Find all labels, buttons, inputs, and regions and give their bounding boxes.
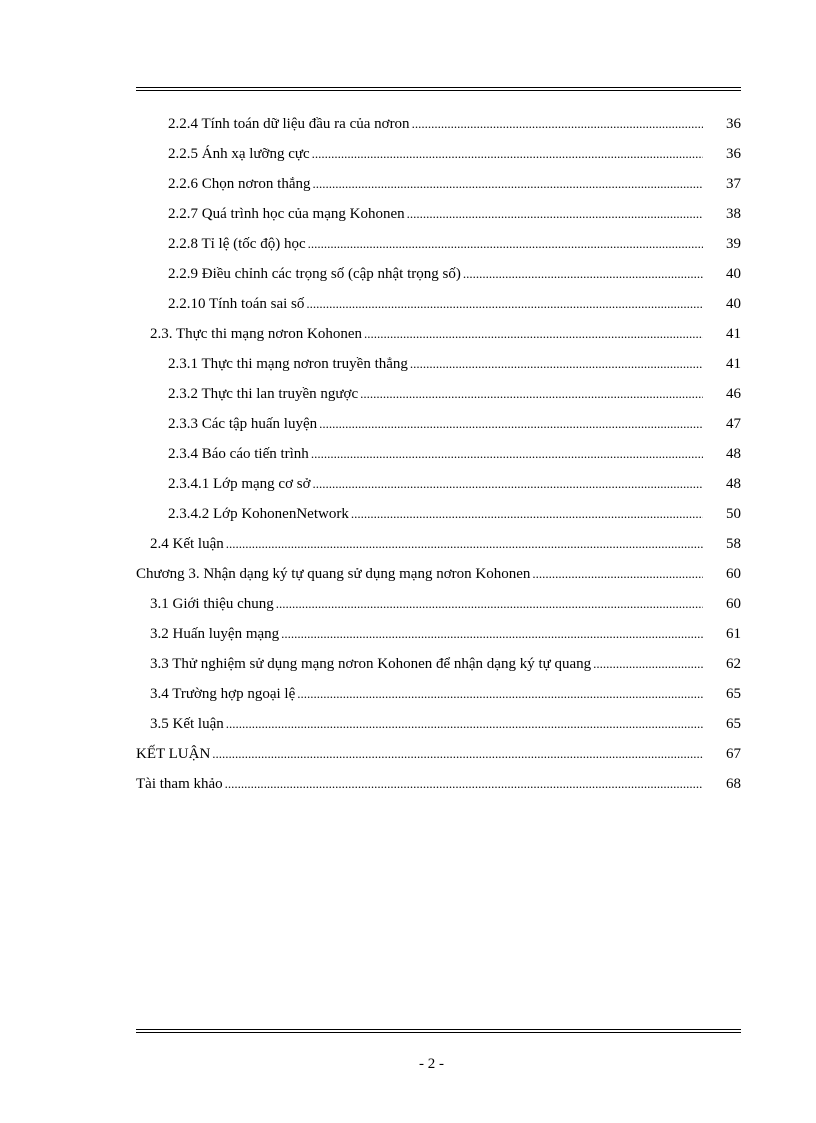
- toc-entry-label: 2.4 Kết luận: [150, 536, 224, 552]
- toc-entry-page: 36: [726, 146, 741, 162]
- toc-entry: [136, 319, 741, 349]
- toc-entry: [136, 439, 741, 469]
- page-number: - 2 -: [419, 1056, 444, 1072]
- toc-entry: [136, 589, 741, 619]
- toc-entry-page: 41: [726, 326, 741, 342]
- toc-leader-dots: [226, 709, 703, 739]
- toc-leader-dots: [407, 199, 703, 229]
- toc-entry-page: 62: [726, 656, 741, 672]
- toc-entry-page: 50: [726, 506, 741, 522]
- toc-entry: [136, 739, 741, 769]
- toc-leader-dots: [297, 679, 703, 709]
- toc-entry: [136, 649, 741, 679]
- toc-leader-dots: [226, 529, 703, 559]
- toc-entry-page: 40: [726, 266, 741, 282]
- toc-entry: [136, 109, 741, 139]
- toc-entry-label: 2.2.7 Quá trình học của mạng Kohonen: [168, 206, 405, 222]
- toc-entry-label: 3.5 Kết luận: [150, 716, 224, 732]
- toc-entry-label: 2.2.4 Tính toán dữ liệu đầu ra của nơron: [168, 116, 410, 132]
- toc-entry-label: 2.3.1 Thực thi mạng nơron truyền thẳng: [168, 356, 408, 372]
- toc-entry-label: 3.2 Huấn luyện mạng: [150, 626, 280, 642]
- toc-entry-page: 39: [726, 236, 741, 252]
- toc-entry-label: 3.3 Thử nghiệm sử dụng mạng nơron Kohonen để nhận dạng ký tự quang: [150, 656, 592, 672]
- toc-entry: [136, 349, 741, 379]
- toc-entry: [136, 259, 741, 289]
- toc-entry-page: 60: [726, 596, 741, 612]
- toc-entry-page: 48: [726, 446, 741, 462]
- toc-leader-dots: [360, 379, 703, 409]
- footer-rule: [136, 1029, 741, 1033]
- table-of-contents: [136, 109, 741, 799]
- toc-leader-dots: [364, 319, 703, 349]
- toc-leader-dots: [276, 589, 703, 619]
- toc-entry-page: 40: [726, 296, 741, 312]
- toc-entry-page: 68: [726, 776, 741, 792]
- toc-entry: [136, 139, 741, 169]
- toc-entry-page: 47: [726, 416, 741, 432]
- toc-leader-dots: [319, 409, 703, 439]
- toc-leader-dots: [281, 619, 703, 649]
- toc-entry-label: Chương 3. Nhận dạng ký tự quang sử dụng mạng nơron Kohonen: [136, 566, 531, 582]
- toc-entry: [136, 559, 741, 589]
- toc-entry-label: 3.1 Giới thiệu chung: [150, 596, 274, 612]
- toc-leader-dots: [532, 559, 703, 589]
- toc-entry: [136, 409, 741, 439]
- toc-entry: [136, 619, 741, 649]
- toc-entry: [136, 769, 741, 799]
- toc-entry-label: 2.2.6 Chọn nơron thắng: [168, 176, 311, 192]
- toc-entry-label: 2.2.5 Ánh xạ lưỡng cực: [168, 146, 310, 162]
- toc-entry: [136, 199, 741, 229]
- toc-entry-page: 65: [726, 686, 741, 702]
- toc-entry-label: 2.2.8 Tỉ lệ (tốc độ) học: [168, 236, 306, 252]
- toc-leader-dots: [410, 349, 703, 379]
- toc-entry: [136, 469, 741, 499]
- toc-leader-dots: [593, 649, 703, 679]
- toc-entry-label: 2.3. Thực thi mạng nơron Kohonen: [150, 326, 363, 342]
- toc-entry: [136, 289, 741, 319]
- toc-entry-label: Tài tham khảo: [136, 776, 223, 792]
- toc-leader-dots: [351, 499, 703, 529]
- toc-entry-label: 2.3.4 Báo cáo tiến trình: [168, 446, 309, 462]
- toc-entry-label: 2.3.4.1 Lớp mạng cơ sở: [168, 476, 311, 492]
- toc-entry-label: 2.3.2 Thực thi lan truyền ngược: [168, 386, 359, 402]
- toc-entry-page: 61: [726, 626, 741, 642]
- toc-leader-dots: [311, 439, 703, 469]
- toc-entry-page: 41: [726, 356, 741, 372]
- header-rule: [136, 87, 741, 91]
- toc-entry: [136, 379, 741, 409]
- toc-leader-dots: [312, 139, 703, 169]
- toc-leader-dots: [313, 469, 703, 499]
- toc-entry-label: 2.3.3 Các tập huấn luyện: [168, 416, 318, 432]
- toc-entry-page: 60: [726, 566, 741, 582]
- toc-leader-dots: [308, 229, 703, 259]
- toc-entry-page: 65: [726, 716, 741, 732]
- toc-entry: [136, 229, 741, 259]
- toc-entry-label: 2.2.9 Điều chỉnh các trọng số (cập nhật trọng số): [168, 266, 461, 282]
- toc-entry: [136, 169, 741, 199]
- toc-entry-page: 36: [726, 116, 741, 132]
- toc-entry-label: 2.2.10 Tính toán sai số: [168, 296, 305, 312]
- toc-entry-page: 48: [726, 476, 741, 492]
- toc-entry-label: 3.4 Trường hợp ngoại lệ: [150, 686, 296, 702]
- toc-entry-label: KẾT LUẬN: [136, 746, 211, 762]
- toc-leader-dots: [212, 739, 703, 769]
- toc-leader-dots: [306, 289, 703, 319]
- toc-entry-page: 37: [726, 176, 741, 192]
- toc-entry: [136, 529, 741, 559]
- toc-entry: [136, 499, 741, 529]
- toc-leader-dots: [412, 109, 703, 139]
- toc-leader-dots: [313, 169, 703, 199]
- toc-leader-dots: [463, 259, 703, 289]
- toc-entry-page: 46: [726, 386, 741, 402]
- toc-entry-page: 58: [726, 536, 741, 552]
- toc-entry-page: 38: [726, 206, 741, 222]
- toc-entry-label: 2.3.4.2 Lớp KohonenNetwork: [168, 506, 349, 522]
- toc-entry-page: 67: [726, 746, 741, 762]
- toc-entry: [136, 709, 741, 739]
- toc-leader-dots: [225, 769, 703, 799]
- toc-entry: [136, 679, 741, 709]
